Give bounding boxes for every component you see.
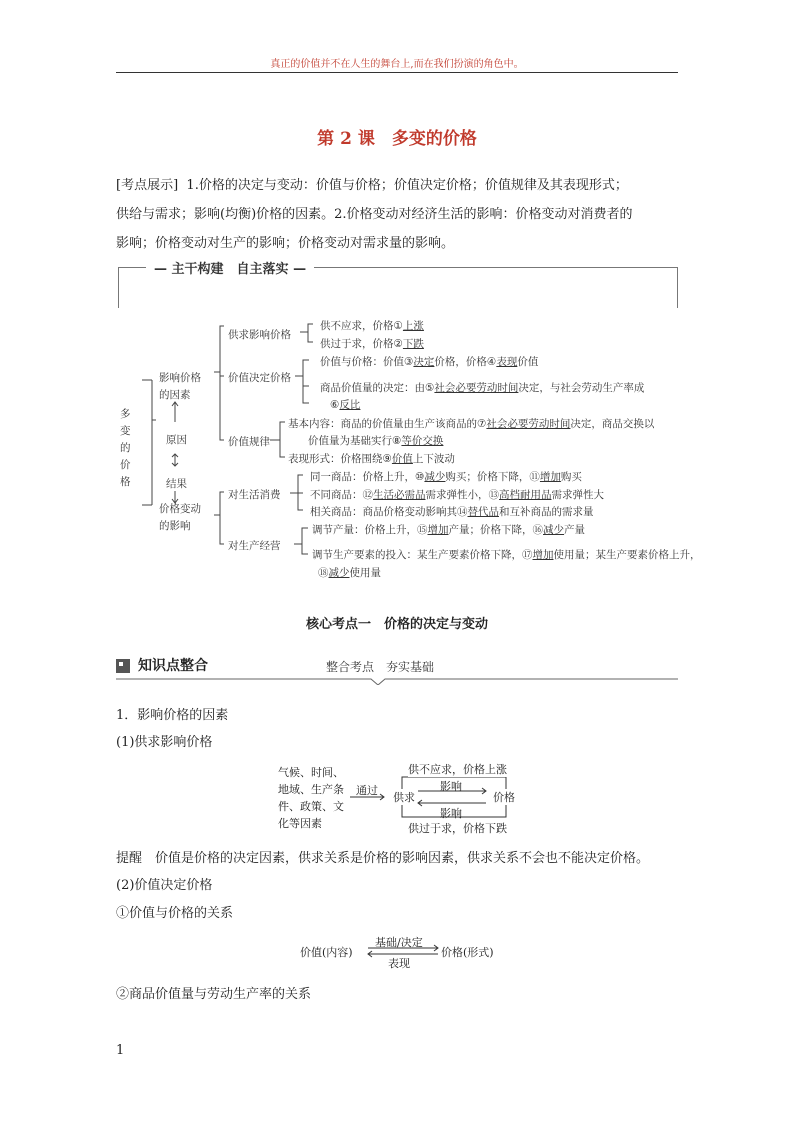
fig1-price: 价格 [493,791,515,804]
tree-reason: 原因 [166,434,187,446]
section-header-label: — 主干构建 自主落实 — [146,258,314,277]
tree-supply-b: 供过于求，价格②下跌 [320,338,424,350]
item-value-productivity: ②商品价值量与劳动生产率的关系 [116,987,312,1002]
fig2-bottom: 表现 [388,957,410,970]
supply-demand-figure [278,760,518,838]
fig1-top-label: 供不应求，价格上涨 [408,763,507,776]
tree-consume-2: 不同商品：⑫生活必需品需求弹性小，⑬高档耐用品需求弹性大 [310,489,604,501]
item-value-price: ①价值与价格的关系 [116,906,234,921]
tree-law-1: 基本内容：商品的价值量由生产该商品的⑦社会必要劳动时间决定，商品交换以 [288,418,655,430]
tree-vd-1: 价值与价格：价值③决定价格，价格④表现价值 [320,356,539,368]
tree-supply: 供求影响价格 [228,329,291,341]
tree-consume-3: 相关商品：商品价格变动影响其⑭替代品和互补商品的需求量 [310,506,594,518]
tree-produce-1: 调节产量：价格上升，⑮增加产量；价格下降，⑯减少产量 [312,524,585,536]
tree-produce: 对生产经营 [228,540,281,552]
tree-produce-3: ⑱减少使用量 [318,567,381,579]
intro-tag: [考点展示] [116,178,179,193]
tree-consume-1: 同一商品：价格上升，⑩减少购买；价格下降，⑪增加购买 [310,471,582,483]
lesson-title: 第 2 课 多变的价格 [317,129,477,149]
reminder-text: 提醒 价值是价格的决定因素，供求关系是价格的影响因素，供求关系不会也不能决定价格。 [116,851,650,866]
tree-produce-2: 调节生产要素的投入：某生产要素价格下降，⑰增加使用量；某生产要素价格上升， [312,549,701,561]
heading-factors: 1．影响价格的因素 [116,708,229,723]
knowledge-title: 知识点整合 [138,658,208,674]
fig2-left: 价值(内容) [300,946,353,959]
fig1-supply-demand: 供求 [393,791,415,804]
intro-line-2: 供给与需求；影响(均衡)价格的因素。2.价格变动对经济生活的影响：价格变动对消费者的 [116,207,633,222]
page-number: 1 [116,1043,125,1058]
knowledge-subtitle: 整合考点 夯实基础 [326,660,435,674]
core-point-title: 核心考点一 价格的决定与变动 [305,617,488,632]
concept-tree [112,310,701,580]
knowledge-underline [116,655,678,685]
fig2-top: 基础/决定 [375,936,423,949]
tree-result: 结果 [166,478,187,490]
fig1-impact-bottom: 影响 [440,807,462,820]
tree-law: 价值规律 [228,436,270,448]
header-rule [116,72,678,73]
tree-effects: 价格变动 的影响 [159,503,201,532]
heading-value-decides: (2)价值决定价格 [116,878,213,893]
intro-line-1: [考点展示] 1.价格的决定与变动：价值与价格；价值决定价格；价值规律及其表现形式； [116,178,628,193]
tree-law-2: 价值量为基础实行⑧等价交换 [308,435,444,447]
section-header [118,258,678,310]
fig1-bottom-label: 供过于求，价格下跌 [408,822,507,835]
exam-points-intro [116,171,682,258]
tree-consume: 对生活消费 [228,489,281,501]
tree-vd-2: 商品价值量的决定：由⑤社会必要劳动时间决定，与社会劳动生产率成 [320,382,645,394]
fig1-factors: 气候、时间、 地域、生产条 件、政策、文 化等因素 [278,766,344,830]
tree-root: 多 变 的 价 格 [120,408,131,488]
tree-law-3: 表现形式：价格围绕⑨价值上下波动 [288,453,455,465]
tree-supply-a: 供不应求，价格①上涨 [320,320,424,332]
page-header-motto: 真正的价值并不在人生的舞台上,而在我们扮演的角色中。 [270,59,524,70]
knowledge-bar [116,655,678,685]
fig2-right: 价格(形式) [441,946,494,959]
tree-value-decides: 价值决定价格 [228,372,291,384]
fig1-via: 通过 [356,784,378,797]
heading-supply-demand: (1)供求影响价格 [116,735,213,750]
fig1-impact-top: 影响 [440,780,462,793]
tree-vd-3: ⑥反比 [330,399,361,411]
intro-line-3: 影响；价格变动对生产的影响；价格变动对需求量的影响。 [116,236,455,251]
value-price-figure [300,934,500,970]
tree-factors: 影响价格 的因素 [159,372,201,401]
